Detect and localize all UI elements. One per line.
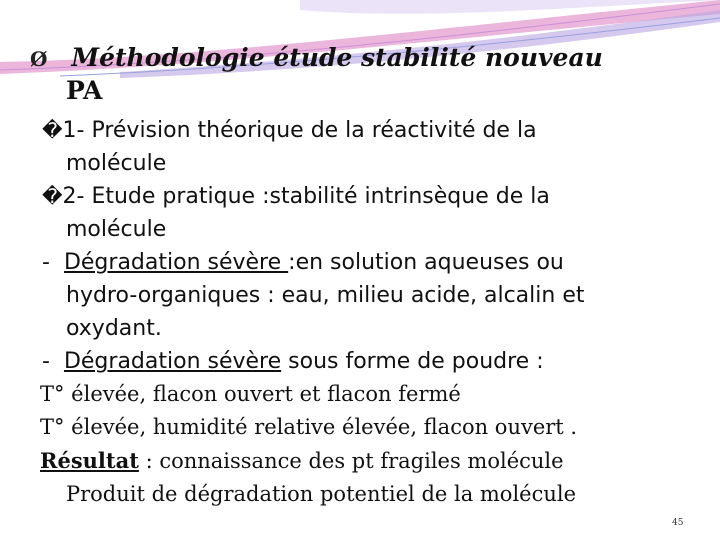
degradation-1-label: Dégradation sévère <box>63 250 289 275</box>
item-2-continuation: molécule <box>66 217 167 242</box>
result-label: Résultat <box>40 448 139 473</box>
title-bullet-icon: Ø <box>30 47 48 71</box>
result-text: : connaissance des pt fragiles molécule <box>138 449 564 473</box>
degradation-2-text: sous forme de poudre : <box>281 349 544 374</box>
item-1-continuation: molécule <box>66 151 167 176</box>
temperature-line-1: T° élevée, flacon ouvert et flacon fermé <box>40 382 461 406</box>
degradation-2-dash: - <box>42 349 50 374</box>
result-continuation: Produit de dégradation potentiel de la molécule <box>66 482 577 506</box>
degradation-1-continuation-2: oxydant. <box>66 316 162 341</box>
degradation-1-text: :en solution aqueuses ou <box>288 250 564 275</box>
item-1-number: 1- <box>62 118 85 143</box>
item-2-text: Etude pratique :stabilité intrinsèque de la <box>91 184 550 209</box>
degradation-1 <box>42 246 682 279</box>
item-2-number: 2- <box>62 184 85 209</box>
slide-body <box>42 114 682 511</box>
result-line <box>40 444 682 478</box>
item-1 <box>42 114 682 147</box>
page-number: 45 <box>672 518 684 528</box>
item-2 <box>42 180 682 213</box>
degradation-1-dash: - <box>42 250 50 275</box>
temperature-line-2: T° élevée, humidité relative élevée, flacon ouvert . <box>40 415 578 439</box>
item-2-marker: � <box>42 184 63 208</box>
item-1-marker: � <box>42 118 63 142</box>
item-1-text: Prévision théorique de la réactivité de la <box>91 118 537 143</box>
slide-title <box>30 42 603 107</box>
title-line-1: Méthodologie étude stabilité nouveau <box>71 43 603 72</box>
degradation-2-label: Dégradation sévère <box>63 349 282 374</box>
title-line-2: PA <box>66 76 103 105</box>
degradation-2 <box>42 345 682 378</box>
degradation-1-continuation-1: hydro-organiques : eau, milieu acide, alcalin et <box>66 283 585 308</box>
